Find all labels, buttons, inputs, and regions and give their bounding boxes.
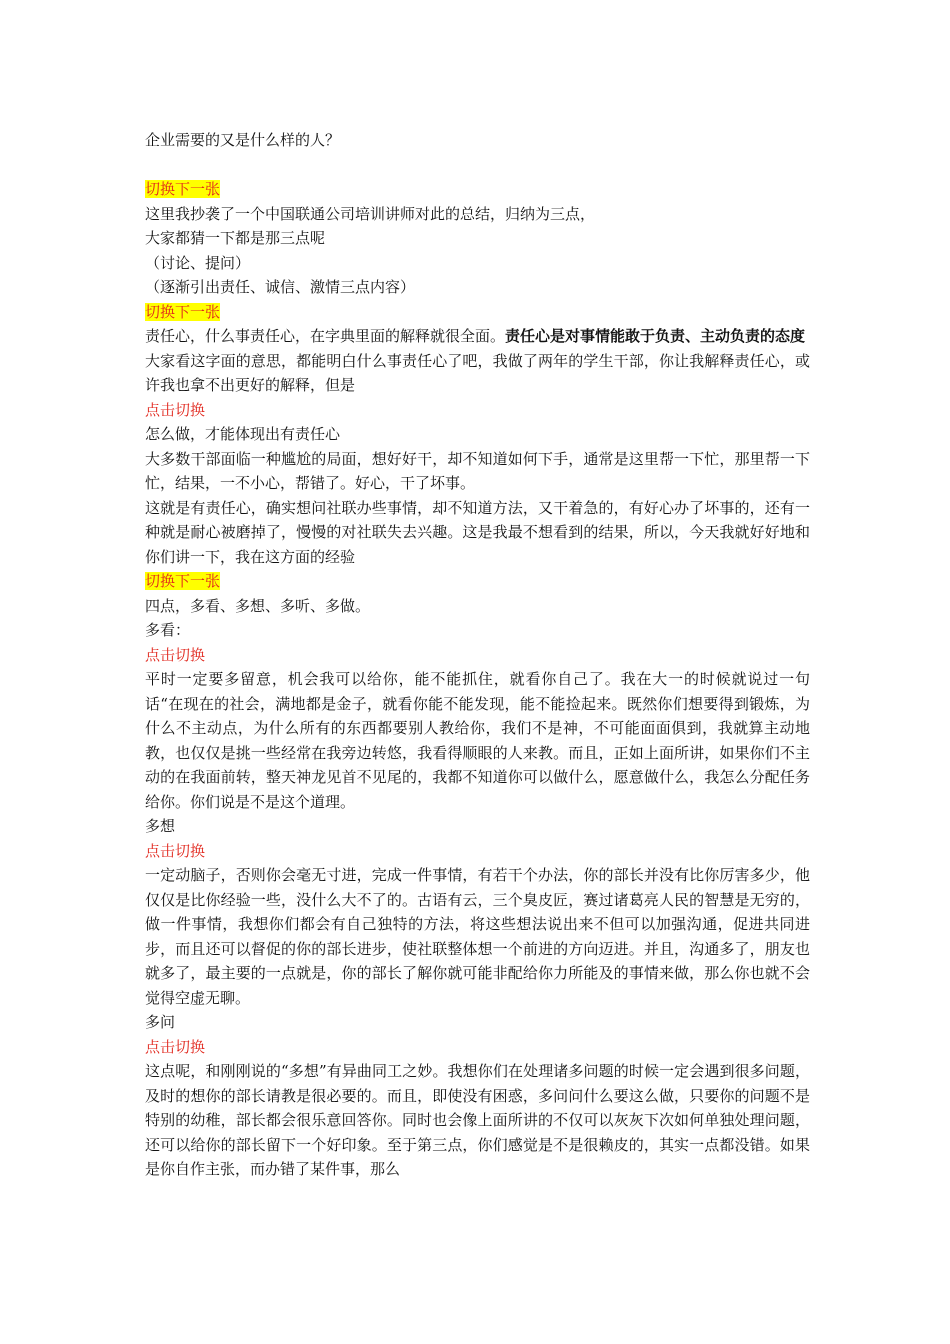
paragraph: 四点，多看、多想、多听、多做。	[145, 596, 371, 615]
paragraph: 平时一定要多留意，机会我可以给你，能不能抓住，就看你自己了。我在大一的时候就说过一句话“在现在的社会，满地都是金子，就看你能不能发现，能不能捡起来。既然你们想要得到锻炼，为什么不主动点，为什么所有的东西都要别人教给你，我们不是神，不可能面面俱到，我就算主动地教，也仅仅是挑一些经常在我旁边转悠，我看得顺眼的人来教。而且，正如上面所讲，如果你们不主动的在我面前转，整天神龙见首不见尾的，我都不知道你可以做什么，愿意做什么，我怎么分配任务给你。你们说是不是这个道理。	[145, 670, 810, 811]
section-label-think: 多想	[145, 817, 176, 835]
section-label-ask: 多问	[145, 1013, 176, 1031]
paragraph: 大多数干部面临一种尴尬的局面，想好好干，却不知道如何下手，通常是这里帮一下忙，那里帮一下忙，结果，一不小心，帮错了。好心，干了坏事。	[145, 449, 810, 492]
paragraph: 这就是有责任心，确实想问社联办些事情，却不知道方法，又干着急的，有好心办了坏事的，还有一种就是耐心被磨掉了，慢慢的对社联失去兴趣。这是我最不想看到的结果，所以，今天我就好好地和你们讲一下，我在这方面的经验	[145, 498, 810, 566]
switch-next-marker: 切换下一张	[145, 572, 221, 590]
document-body	[145, 128, 810, 1182]
switch-cue	[145, 569, 810, 594]
section-label-look: 多看：	[145, 621, 191, 639]
paragraph: 这里我抄袭了一个中国联通公司培训讲师对此的总结，归纳为三点，	[145, 204, 596, 223]
paragraph: 这点呢，和刚刚说的“多想”有异曲同工之妙。我想你们在处理诸多问题的时候一定会遇到很多问题，及时的想你的部长请教是很必要的。而且，即使没有困惑，多问问什么要这么做，只要你的问题不是特别的幼稚，部长都会很乐意回答你。同时也会像上面所讲的不仅可以灰灰下次如何单独处理问题，还可以给你的部长留下一个好印象。至于第三点，你们感觉是不是很赖皮的，其实一点都没错。如果是你自作主张，而办错了某件事，那么	[145, 1062, 810, 1178]
click-switch-marker: 点击切换	[145, 841, 206, 860]
paragraph: 大家看这字面的意思，都能明白什么事责任心了吧，我做了两年的学生干部，你让我解释责任心，或许我也拿不出更好的解释，但是	[145, 351, 810, 394]
responsibility-paragraph	[145, 324, 810, 349]
responsibility-intro: 责任心，什么事责任心，在字典里面的解释就很全面。	[145, 327, 506, 345]
click-switch-marker: 点击切换	[145, 645, 206, 664]
switch-next-marker: 切换下一张	[145, 302, 221, 321]
paragraph: 大家都猜一下都是那三点呢	[145, 229, 326, 247]
switch-cue	[145, 300, 810, 325]
paragraph: （逐渐引出责任、诚信、激情三点内容）	[145, 278, 416, 296]
click-switch-marker: 点击切换	[145, 1037, 206, 1056]
responsibility-definition: 责任心是对事情能敢于负责、主动负责的态度	[505, 327, 806, 345]
paragraph: 一定动脑子，否则你会毫无寸进，完成一件事情，有若干个办法，你的部长并没有比你厉害多少，他仅仅是比你经验一些，没什么大不了的。古语有云，三个臭皮匠，赛过诸葛亮人民的智慧是无穷的，做一件事情，我想你们都会有自己独特的方法，将这些想法说出来不但可以加强沟通，促进共同进步，而且还可以督促的你的部长进步，使社联整体想一个前进的方向迈进。并且，沟通多了，朋友也就多了，最主要的一点就是，你的部长了解你就可能非配给你力所能及的事情来做，那么你也就不会觉得空虚无聊。	[145, 866, 810, 1007]
page-heading: 企业需要的又是什么样的人？	[145, 131, 341, 149]
paragraph: 怎么做，才能体现出有责任心	[145, 425, 341, 443]
click-switch-marker: 点击切换	[145, 400, 206, 419]
switch-cue	[145, 177, 810, 202]
switch-next-marker: 切换下一张	[145, 180, 221, 198]
blank-line	[145, 153, 810, 178]
paragraph: （讨论、提问）	[145, 253, 251, 272]
